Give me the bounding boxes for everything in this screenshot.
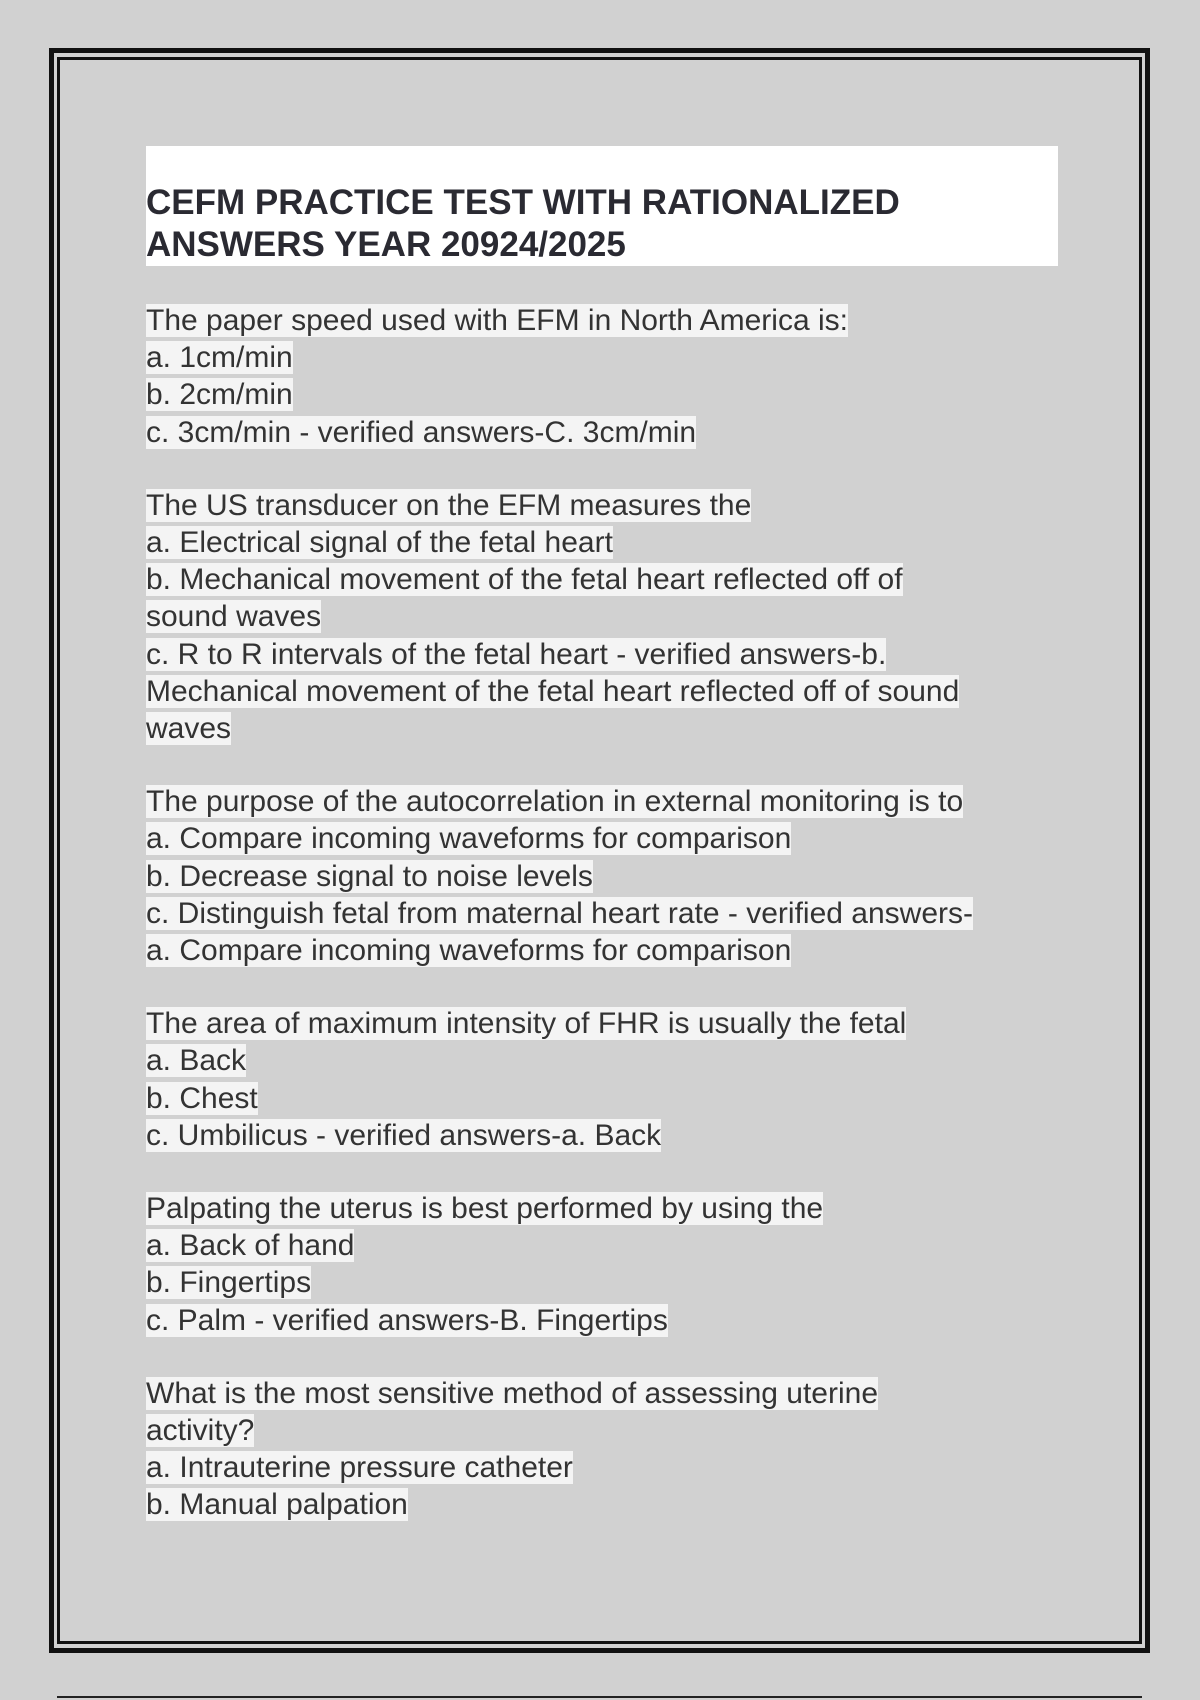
question-2-answer-cont: Mechanical movement of the fetal heart reflected off of sound (146, 674, 960, 708)
question-2-option-b-cont: sound waves (146, 600, 322, 634)
question-1-option-c-answer: c. 3cm/min - verified answers-C. 3cm/min (146, 415, 697, 449)
question-3-answer-cont: a. Compare incoming waveforms for comparison (146, 934, 792, 968)
question-block-6 (146, 1375, 1058, 1524)
question-6-prompt-cont: activity? (146, 1414, 255, 1448)
question-1-option-a: a. 1cm/min (146, 341, 293, 375)
question-block-3 (146, 783, 1058, 969)
question-2-option-a: a. Electrical signal of the fetal heart (146, 526, 613, 560)
question-4-option-a: a. Back (146, 1044, 247, 1078)
question-2-answer-cont-2: waves (146, 712, 232, 746)
question-3-option-b: b. Decrease signal to noise levels (146, 859, 593, 893)
document-title-line-1: CEFM PRACTICE TEST WITH RATIONALIZED (146, 183, 900, 222)
question-1-option-b: b. 2cm/min (146, 378, 293, 412)
question-4-option-b: b. Chest (146, 1081, 258, 1115)
document-content (146, 146, 1058, 1560)
question-5-option-b: b. Fingertips (146, 1266, 312, 1300)
question-2-option-b: b. Mechanical movement of the fetal heart reflected off of (146, 563, 903, 597)
question-5-prompt: Palpating the uterus is best performed by using the (146, 1192, 824, 1226)
question-6-prompt: What is the most sensitive method of assessing uterine (146, 1376, 879, 1410)
question-3-prompt: The purpose of the autocorrelation in external monitoring is to (146, 785, 964, 819)
question-block-5 (146, 1190, 1058, 1339)
question-block-4 (146, 1005, 1058, 1154)
document-title-line-2: ANSWERS YEAR 20924/2025 (146, 225, 626, 264)
bottom-rule (57, 1696, 1142, 1698)
question-4-option-c-answer: c. Umbilicus - verified answers-a. Back (146, 1118, 662, 1152)
question-2-option-c-answer: c. R to R intervals of the fetal heart - verified answers-b. (146, 637, 887, 671)
question-6-option-a: a. Intrauterine pressure catheter (146, 1451, 573, 1485)
question-3-option-a: a. Compare incoming waveforms for comparison (146, 822, 792, 856)
question-5-option-a: a. Back of hand (146, 1229, 355, 1263)
question-6-option-b: b. Manual palpation (146, 1488, 408, 1522)
title-box (146, 146, 1058, 266)
question-1-prompt: The paper speed used with EFM in North America is: (146, 304, 848, 337)
question-4-prompt: The area of maximum intensity of FHR is usually the fetal (146, 1007, 907, 1041)
question-3-option-c-answer: c. Distinguish fetal from maternal heart rate - verified answers- (146, 896, 973, 930)
question-2-prompt: The US transducer on the EFM measures the (146, 488, 752, 522)
question-block-1 (146, 302, 1058, 451)
question-5-option-c-answer: c. Palm - verified answers-B. Fingertips (146, 1303, 668, 1337)
question-block-2 (146, 487, 1058, 747)
